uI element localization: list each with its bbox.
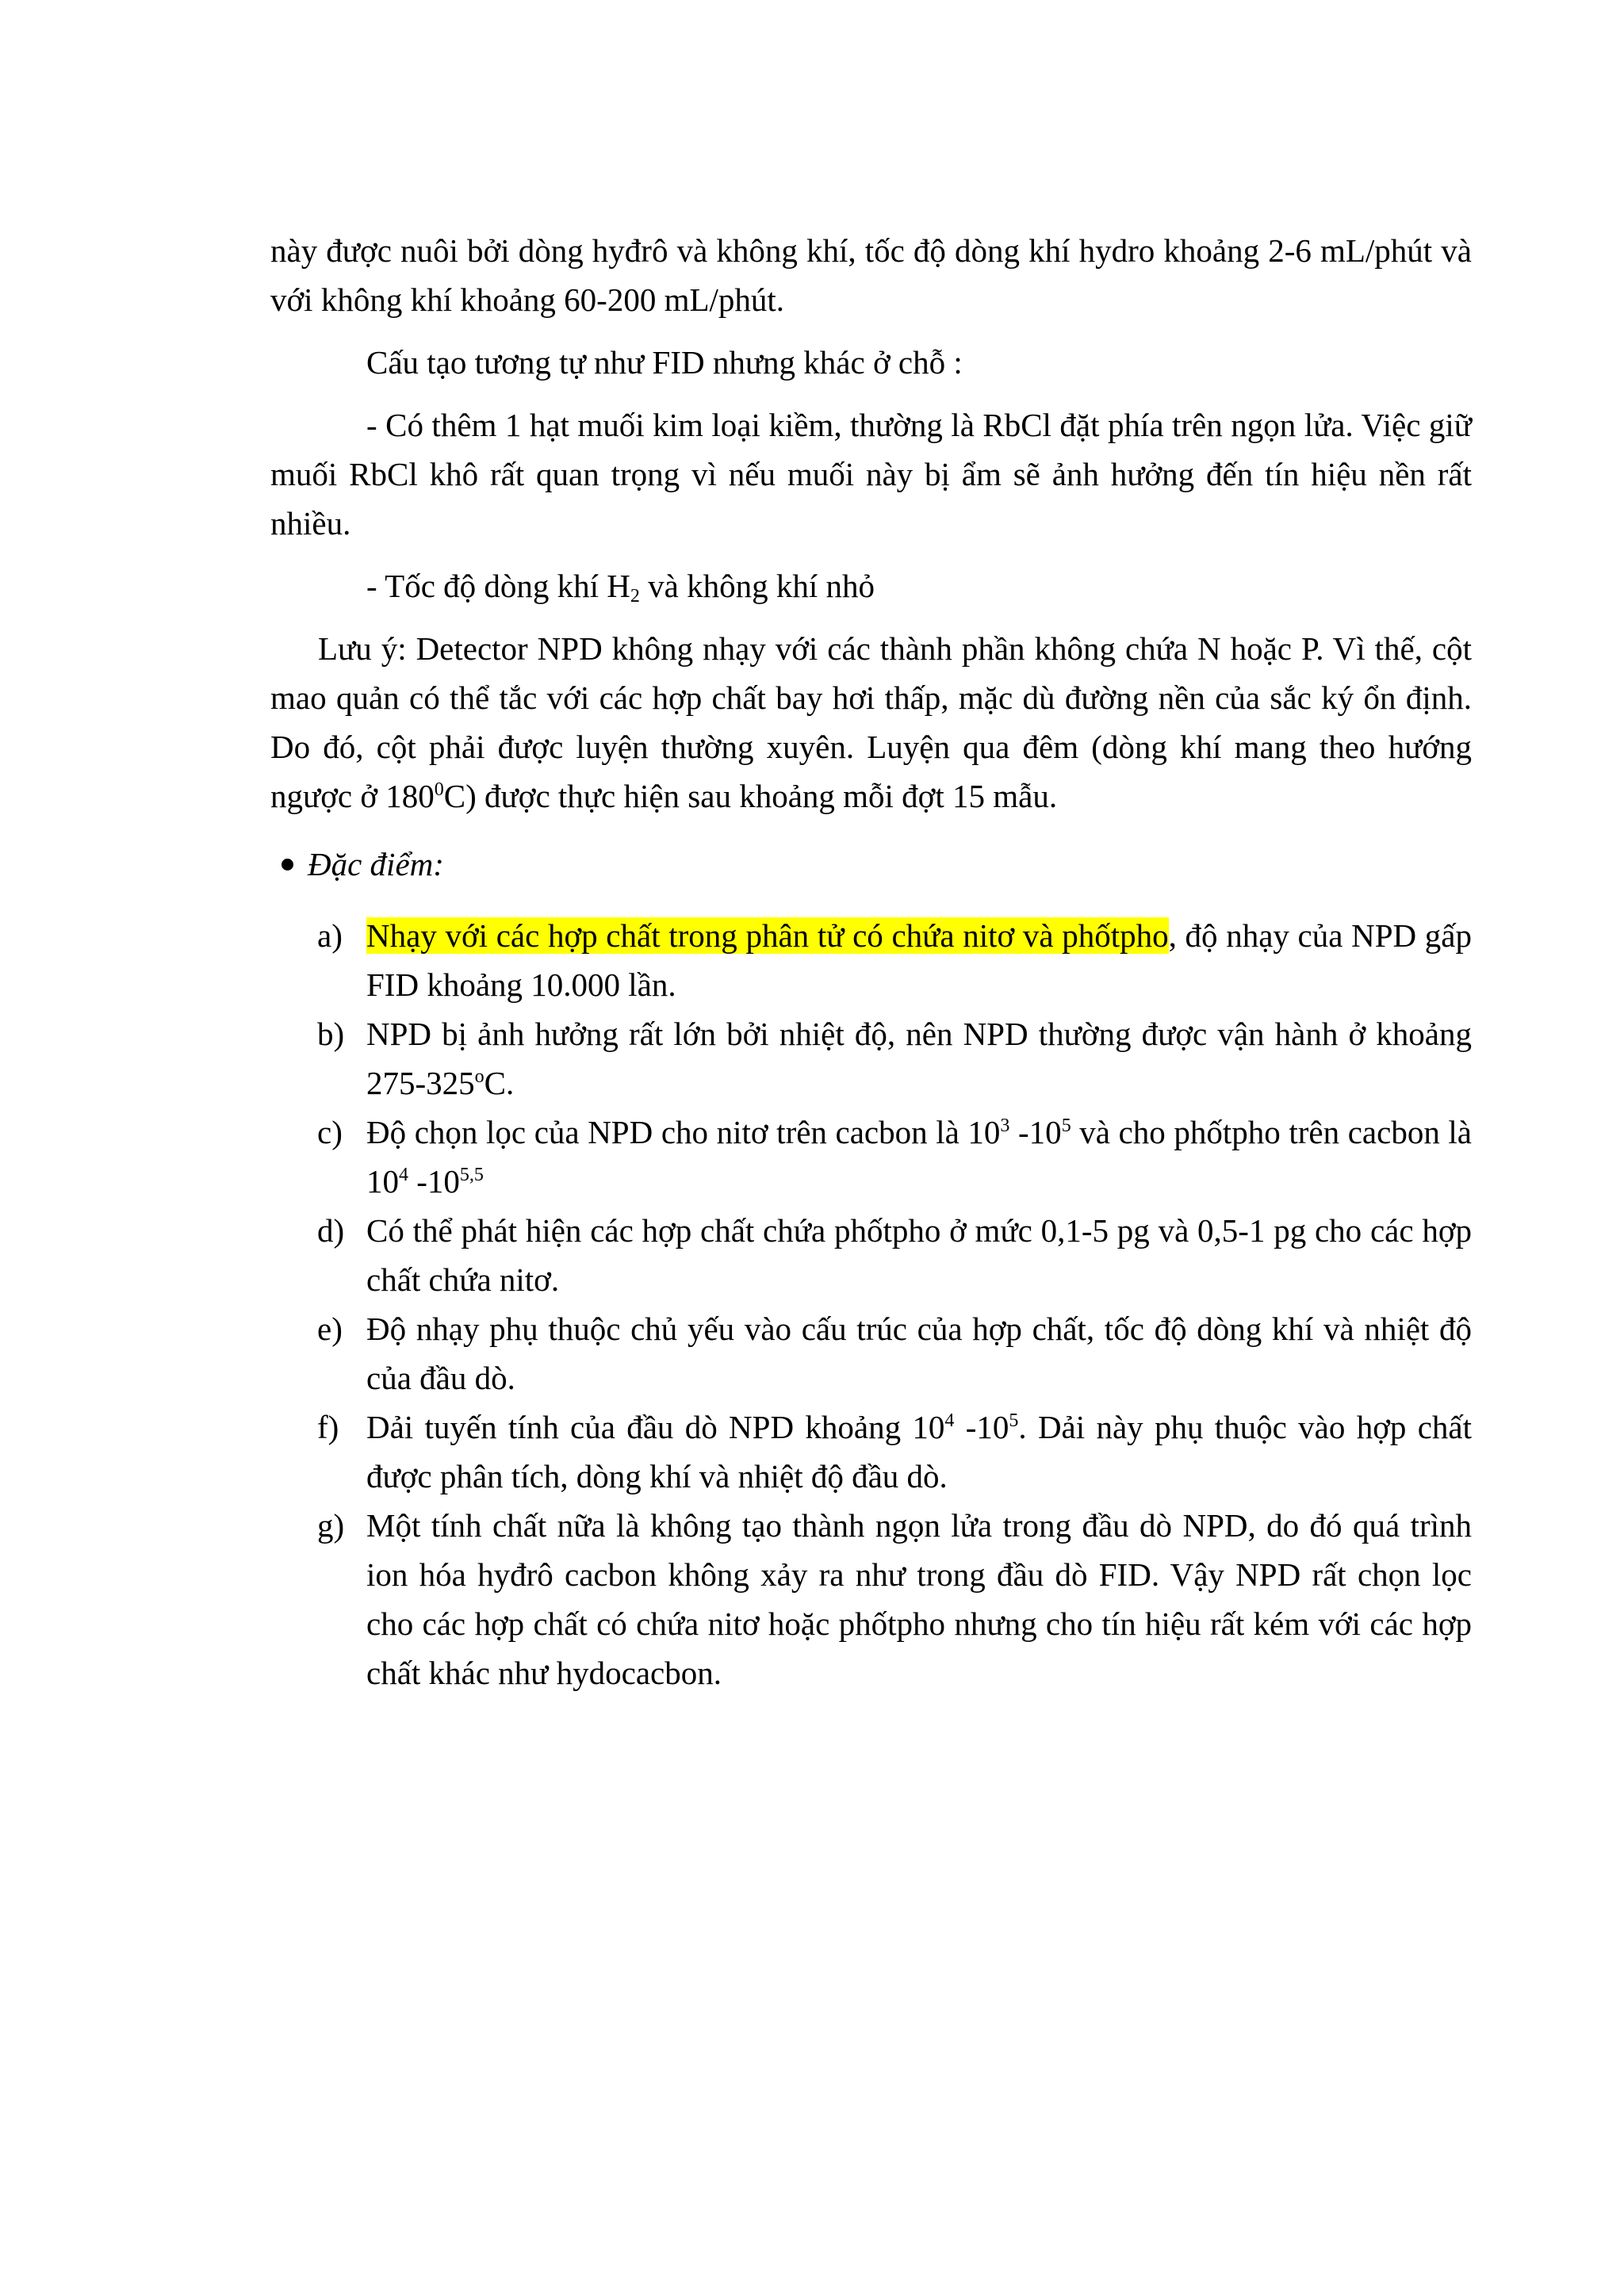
section-heading [270,840,1472,889]
list-text-part: . Dải này phụ thuộc vào hợp chất được phân tích, dòng khí và nhiệt độ đầu dò. [366,1409,1472,1494]
list-text: Có thể phát hiện các hợp chất chứa phốtpho ở mức 0,1-5 pg và 0,5-1 pg cho các hợp chất chứa nitơ. [366,1212,1472,1298]
list-item-a [270,911,1472,1009]
paragraph-note [270,624,1472,821]
list-text: Một tính chất nữa là không tạo thành ngọn lửa trong đầu dò NPD, do đó quá trình ion hóa hyđrô cacbon không xảy ra như trong đầu dò FID. Vậy NPD rất chọn lọc cho các hợp chất có chứa nitơ hoặc phốtpho nhưng cho tín hiệu rất kém với các hợp chất khác như hydocacbon. [366,1507,1472,1691]
exponent: 4 [399,1165,408,1185]
list-text-part: C. [484,1065,515,1101]
list-item-b [270,1009,1472,1108]
degree-superscript: o [474,1066,485,1087]
list-text [366,911,1472,1009]
list-text [366,1108,1472,1206]
paragraph-intro: này được nuôi bởi dòng hyđrô và không khí, tốc độ dòng khí hydro khoảng 2-6 mL/phút và với không khí khoảng 60-200 mL/phút. [270,232,1472,318]
list-item-c [270,1108,1472,1206]
exponent: 5 [1061,1115,1071,1136]
section-title: Đặc điểm: [308,846,444,882]
exponent: 4 [944,1410,955,1431]
paragraph-rbcl: - Có thêm 1 hạt muối kim loại kiềm, thường là RbCl đặt phía trên ngọn lửa. Việc giữ muối RbCl khô rất quan trọng vì nếu muối này bị ẩm sẽ ảnh hưởng đến tín hiệu nền rất nhiều. [270,407,1472,541]
list-text-rest: , độ nhạy của NPD gấp FID khoảng 10.000 lần. [366,917,1472,1003]
gas-flow-text: - Tốc độ dòng khí H [366,568,630,604]
h2-subscript: 2 [630,586,640,607]
list-text [366,1009,1472,1108]
document-page [270,226,1472,1697]
list-label: f) [317,1409,339,1445]
list-text-part: Độ chọn lọc của NPD cho nitơ trên cacbon là 10 [366,1114,1001,1150]
list-text [366,1402,1472,1501]
list-item-e [270,1304,1472,1402]
list-label: e) [317,1311,343,1347]
list-text-part: Dải tuyến tính của đầu dò NPD khoảng 10 [366,1409,945,1445]
list-item-g [270,1501,1472,1697]
list-text-part: và cho phốtpho trên cacbon là 10 [366,1114,1473,1200]
exponent: 3 [1000,1115,1010,1136]
list-label: g) [317,1507,345,1544]
list-label: b) [317,1016,345,1052]
list-item-f [270,1402,1472,1501]
list-text-part: -10 [1009,1114,1062,1150]
highlighted-text: Nhạy với các hợp chất trong phân tử có chứa nitơ và phốtpho [366,917,1169,954]
list-text: Độ nhạy phụ thuộc chủ yếu vào cấu trúc của hợp chất, tốc độ dòng khí và nhiệt độ của đầu dò. [366,1311,1472,1396]
exponent: 5 [1009,1410,1019,1431]
list-label: c) [317,1114,343,1150]
paragraph-structure-heading: Cấu tạo tương tự như FID nhưng khác ở chỗ : [366,344,963,381]
degree-superscript: 0 [434,779,444,800]
list-label: a) [317,917,343,954]
note-text-end: C) được thực hiện sau khoảng mỗi đợt 15 mẫu. [443,778,1058,814]
note-text: Lưu ý: Detector NPD không nhạy với các thành phần không chứa N hoặc P. Vì thế, cột mao quản có thể tắc với các hợp chất bay hơi thấp, mặc dù đường nền của sắc ký ổn định. Do đó, cột phải được luyện thường xuyên. Luyện qua đêm (dòng khí mang theo hướng ngược ở 180 [270,630,1472,814]
list-text-part: -10 [408,1163,460,1200]
list-item-d [270,1206,1472,1304]
gas-flow-text-end: và không khí nhỏ [639,568,875,604]
list-text-part: -10 [954,1409,1009,1445]
list-text-part: NPD bị ảnh hưởng rất lớn bởi nhiệt độ, nên NPD thường được vận hành ở khoảng 275-325 [366,1016,1472,1101]
bullet-icon [282,859,293,871]
list-label: d) [317,1212,345,1249]
exponent: 5,5 [459,1165,484,1185]
paragraph-gas-flow [270,561,1472,610]
characteristics-list [270,911,1472,1697]
